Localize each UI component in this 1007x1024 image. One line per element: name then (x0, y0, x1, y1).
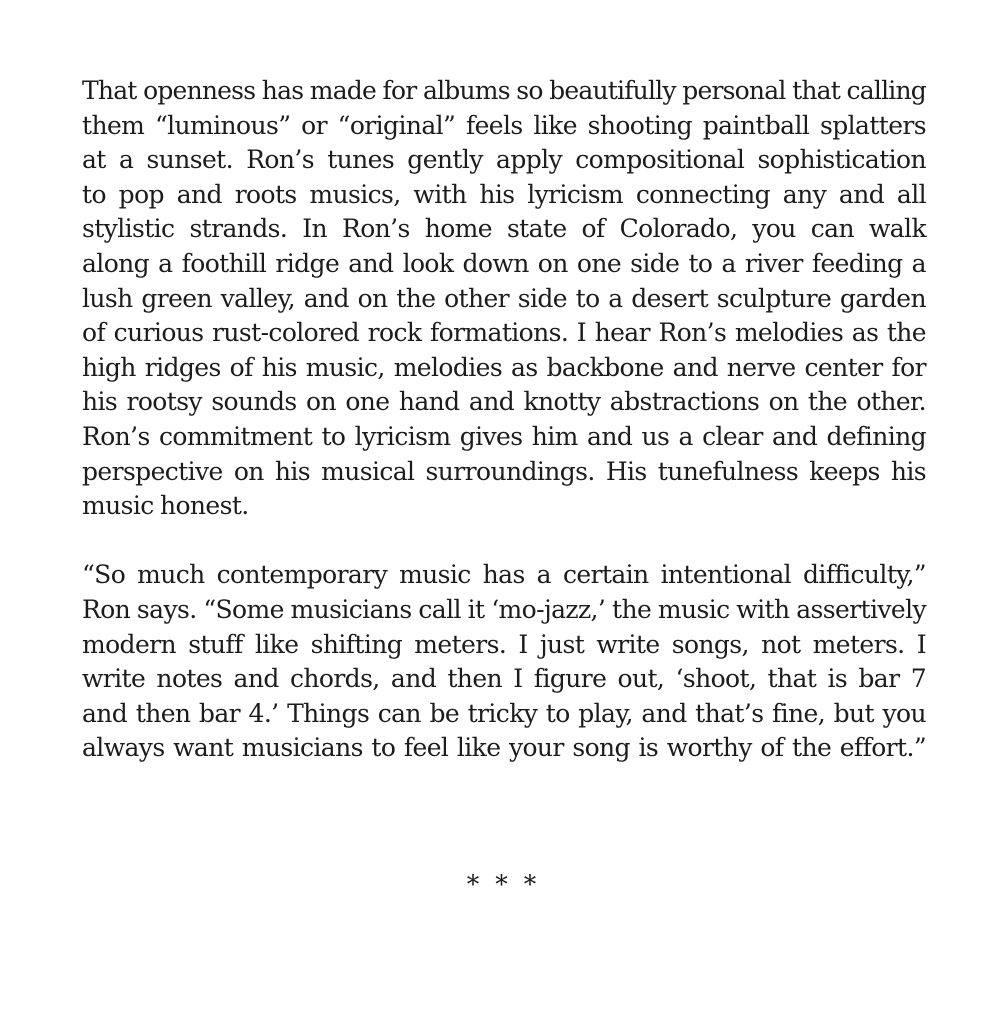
text-line: Ron says. “Some musicians call it ‘mo-jazz,’ the music with assertively (82, 594, 926, 624)
text-line: modern stuff like shifting meters. I just write songs, not meters. I (82, 629, 926, 659)
text-line: music honest. (82, 491, 249, 521)
text-line: at a sunset. Ron’s tunes gently apply compositional sophistication (82, 145, 926, 175)
text-line: of curious rust-colored rock formations. I hear Ron’s melodies as the (82, 318, 926, 348)
text-line: them “luminous” or “original” feels like shooting paintball splatters (82, 110, 926, 140)
text-line: lush green valley, and on the other side to a desert sculpture garden (82, 283, 926, 313)
page-body (82, 74, 926, 766)
text-line: to pop and roots musics, with his lyricism connecting any and all (82, 179, 926, 209)
paragraph-1 (82, 74, 926, 524)
text-line: That openness has made for albums so beautifully personal that calling (82, 76, 926, 105)
text-line: his rootsy sounds on one hand and knotty abstractions on the other. (82, 387, 926, 417)
text-line: stylistic strands. In Ron’s home state of Colorado, you can walk (82, 214, 926, 244)
text-line: Ron’s commitment to lyricism gives him and us a clear and defining (82, 421, 926, 451)
text-line: perspective on his musical surroundings. His tunefulness keeps his (82, 456, 926, 486)
text-line: “So much contemporary music has a certain intentional difficulty,” (82, 560, 926, 590)
text-line: high ridges of his music, melodies as backbone and nerve center for (82, 352, 926, 382)
text-line: and then bar 4.’ Things can be tricky to play, and that’s fine, but you (82, 698, 926, 728)
text-line: along a foothill ridge and look down on one side to a river feeding a (82, 248, 926, 278)
text-line: write notes and chords, and then I figure out, ‘shoot, that is bar 7 (82, 664, 926, 694)
section-separator: * * * (466, 870, 541, 899)
paragraph-2 (82, 558, 926, 766)
text-line: always want musicians to feel like your song is worthy of the effort.” (82, 733, 926, 763)
